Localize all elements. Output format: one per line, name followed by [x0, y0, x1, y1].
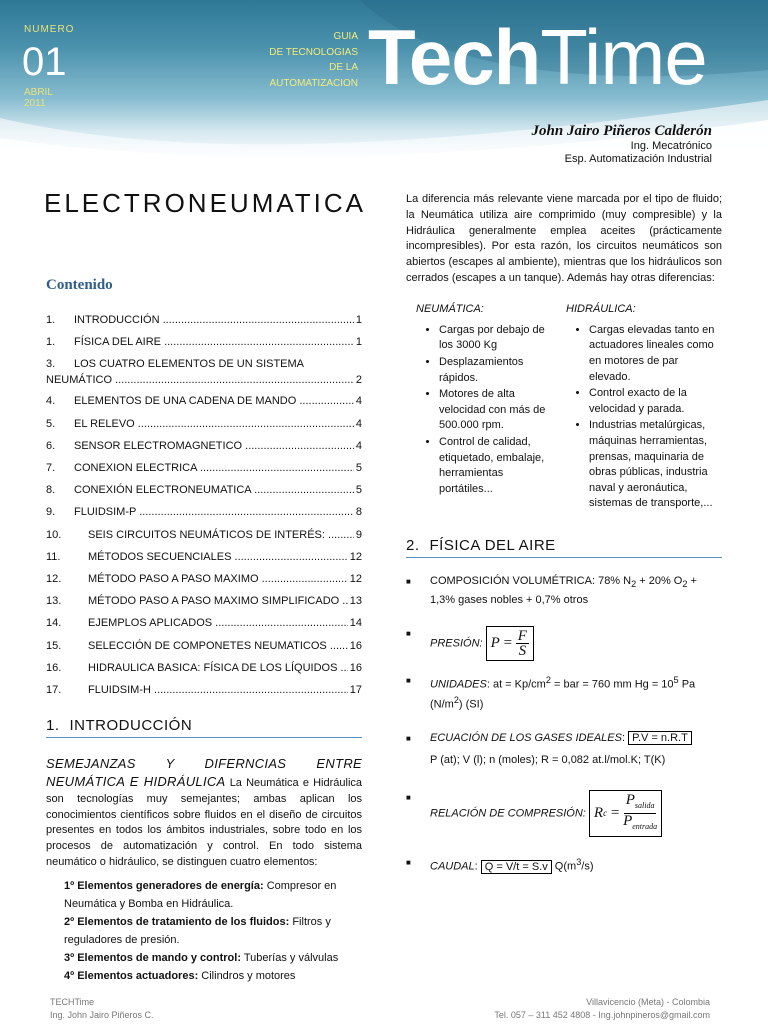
toc-item[interactable] [46, 612, 362, 634]
issue-number: 01 [22, 40, 67, 84]
compression-item [406, 790, 722, 837]
section-number: 1. [46, 717, 60, 735]
toc-number: 16. [46, 661, 62, 674]
subscript: c [603, 808, 608, 819]
toc-text: MÉTODO PASO A PASO MAXIMO ..... [88, 568, 348, 590]
subscript: 2 [631, 579, 637, 590]
element-lead: 3º Elementos de mando y control: [64, 951, 241, 964]
toc-item[interactable] [46, 309, 362, 331]
element-item [64, 877, 362, 913]
toc-item[interactable] [46, 413, 362, 435]
text: + 20% O [636, 574, 683, 587]
toc-item[interactable] [46, 679, 362, 701]
section-title: FÍSICA DEL AIRE [429, 536, 556, 554]
flow-label: CAUDAL [430, 861, 475, 874]
intro-subheading: SEMEJANZAS Y DIFERNCIAS ENTRE NEUMÁTICA E HIDRÁULICA [46, 756, 362, 790]
hidraulica-list [556, 323, 722, 512]
toc-item[interactable] [46, 390, 362, 412]
toc-number: 13. [46, 595, 62, 608]
pressure-formula [486, 626, 534, 661]
toc-item[interactable] [46, 479, 362, 501]
element-item [64, 913, 362, 949]
techtime-logo [368, 14, 707, 100]
symbol: P [625, 792, 635, 809]
compression-formula [589, 790, 662, 837]
toc-text: HIDRAULICA BASICA: FÍSICA DE LOS LÍQUIDOS ..... [88, 657, 348, 679]
formula-fraction [516, 629, 529, 658]
toc-number: 6. [46, 439, 56, 452]
list-item: • Cargas por debajo de los 3000 Kg [439, 323, 556, 354]
toc-page: 4 [355, 395, 362, 408]
gas-law-label: ECUACIÓN DE LOS GASES IDEALES [430, 732, 622, 745]
guide-line: DE LA [329, 62, 358, 73]
list-item: • Control de calidad, etiquetado, embalaje, herramientas portátiles... [439, 435, 556, 497]
guide-subtitle [258, 29, 358, 91]
toc-text: EJEMPLOS APLICADOS ..... [88, 612, 348, 634]
superscript: 3 [576, 857, 582, 868]
formula-symbol: P [490, 634, 500, 651]
toc-text: FLUIDSIM-H ..... [88, 679, 348, 701]
text: Pa (N/m [430, 678, 696, 711]
list-item: • Control exacto de la velocidad y parada. [589, 386, 722, 417]
toc-page: 1 [355, 336, 362, 349]
flow-item: ■ CAUDAL: Q = V/t = S.v $Q(m^3/s)$ [406, 855, 722, 875]
author-title: Ing. Mecatrónico [630, 140, 712, 152]
toc-text: ELEMENTOS DE UNA CADENA DE MANDO ..... [74, 390, 354, 412]
formula-fraction [623, 793, 657, 834]
toc-page: 4 [355, 439, 362, 452]
toc-page: 16 [349, 661, 362, 674]
units-label: UNIDADES [430, 678, 487, 691]
toc-number: 1. [46, 314, 56, 326]
denominator [623, 814, 657, 834]
footer-brand: TECHTime [50, 997, 95, 1007]
logo-time: Time [540, 13, 707, 101]
text: Q(m [551, 861, 577, 874]
gas-law-formula: P.V = n.R.T [628, 731, 692, 745]
intro-text: La Neumática e Hidráulica son tecnologías muy semejantes; ambas aplican los conocimientos científicos sobre fluidos en el diseño de circuitos presentes en todos los ámbitos industriales, sobre todo en los procesos de automatización y control. En todo sistema neumático o hidráulico, se distinguen cuatro elementos: [46, 777, 363, 869]
superscript: 5 [673, 675, 679, 686]
guide-line: GUIA [333, 31, 358, 42]
composition-item [406, 574, 722, 608]
issue-label: NUMERO [24, 24, 75, 35]
toc-page: 16 [349, 639, 362, 652]
comparison-columns [406, 303, 722, 513]
symbol: P [623, 813, 633, 830]
toc-item[interactable] [46, 568, 362, 590]
toc-item[interactable] [46, 331, 362, 353]
toc-page: 2 [355, 374, 362, 387]
text: ) (SI) [458, 698, 484, 711]
hidraulica-column [556, 303, 722, 513]
list-item: • Industrias metalúrgicas, máquinas herramientas, prensas, maquinaria de obras públicas, industria naval y aeronáutica, sistemas de transporte,... [589, 418, 722, 512]
list-item: • Cargas elevadas tanto en actuadores lineales como en motores de par elevado. [589, 323, 722, 385]
text: : at = Kp/cm [486, 678, 546, 691]
element-desc: Tuberías y válvulas [241, 951, 339, 964]
superscript: 2 [453, 695, 459, 706]
section-number: 2. [406, 536, 420, 554]
numerator [624, 793, 657, 814]
element-item [64, 949, 362, 967]
issue-date [24, 87, 53, 109]
neumatica-list [406, 323, 556, 498]
section-heading-introduccion [46, 717, 362, 738]
toc-page: 5 [355, 484, 362, 497]
toc-page: 12 [349, 573, 362, 586]
author-specialty: Esp. Automatización Industrial [564, 153, 712, 165]
left-column [44, 178, 366, 985]
toc-item[interactable] [46, 546, 362, 568]
toc-number: 14. [46, 617, 62, 630]
units-item [406, 673, 722, 713]
toc-number: 1. [46, 336, 56, 349]
toc-text: SEIS CIRCUITOS NEUMÁTICOS DE INTERÉS: ..... [88, 524, 354, 546]
footer-contact [494, 996, 710, 1022]
footer-author: Ing. John Jairo Piñeros C. [50, 1010, 154, 1020]
toc-page: 17 [349, 684, 362, 697]
toc-item[interactable] [46, 657, 362, 679]
formula-equals: = [610, 805, 620, 822]
numerator: F [517, 628, 527, 645]
gas-law-variables: P (at); V (l); n (moles); R = 0,082 at.l/mol.K; T(K) [430, 753, 666, 766]
element-lead: 1º Elementos generadores de energía: [64, 879, 264, 892]
toc-number: 15. [46, 639, 62, 652]
section-title: INTRODUCCIÓN [69, 717, 193, 735]
toc-number: 8. [46, 484, 56, 497]
elements-list [64, 877, 362, 985]
physics-list [406, 574, 722, 876]
toc-text-cont: NEUMÁTICO ..... [46, 372, 354, 388]
toc-text: FLUIDSIM-P ..... [74, 501, 354, 523]
toc-item[interactable] [46, 501, 362, 523]
element-item [64, 967, 362, 985]
section-heading-fisica [406, 537, 722, 558]
guide-line: AUTOMATIZACION [269, 77, 358, 89]
author-name: John Jairo Piñeros Calderón [531, 123, 712, 139]
neumatica-heading: NEUMÁTICA: [416, 302, 484, 315]
contents-heading: Contenido [46, 277, 113, 293]
issue-month: ABRIL [24, 87, 53, 98]
page-title: ELECTRONEUMATICA [44, 188, 366, 218]
toc-page: 14 [349, 617, 362, 630]
subscript: 2 [682, 579, 688, 590]
toc-text: INTRODUCCIÓN ..... [74, 309, 354, 331]
toc-number: 12. [46, 573, 62, 586]
toc-page: 13 [349, 595, 362, 608]
logo-tech: Tech [368, 13, 541, 101]
issue-year: 2011 [24, 98, 46, 109]
toc-text: SENSOR ELECTROMAGNETICO ..... [74, 435, 354, 457]
toc-page: 1 [355, 314, 362, 326]
element-desc: Cilindros y motores [198, 969, 296, 982]
toc-page: 9 [355, 528, 362, 541]
differences-paragraph: La diferencia más relevante viene marcada por el tipo de fluido; la Neumática utiliza aire comprimido (muy compresible) y la Hidráulica generalmente emplea aceites (prácticamente incompresibles). Por esta razón, los circuitos neumáticos son abiertos (escapes al ambiente), mientras que los hidráulicos son cerrados (escapes a un tanque). Además hay otras diferencias: [406, 193, 722, 284]
right-column [406, 178, 722, 876]
guide-line: DE TECNOLOGIAS [269, 46, 358, 58]
toc-number: 5. [46, 417, 56, 430]
list-item: • Motores de alta velocidad con más de 500.000 rpm. [439, 387, 556, 434]
pressure-item [406, 626, 722, 661]
toc-number: 17. [46, 684, 62, 697]
intro-paragraph [46, 756, 362, 871]
pressure-label: PRESIÓN: [430, 637, 483, 650]
toc-text: FÍSICA DEL AIRE ..... [74, 331, 354, 353]
denominator: S [518, 643, 527, 660]
formula-symbol: R [593, 805, 604, 822]
text: = bar = 760 mm Hg = 10 [550, 678, 674, 691]
toc-page: 4 [355, 417, 362, 430]
element-desc: Compresor en Neumática y Bomba en Hidráulica. [64, 879, 337, 910]
table-of-contents [46, 309, 362, 701]
toc-number: 9. [46, 506, 56, 519]
toc-number: 7. [46, 462, 56, 475]
element-lead: 2º Elementos de tratamiento de los fluidos: [64, 915, 290, 928]
text: COMPOSICIÓN VOLUMÉTRICA: 78% N [430, 574, 632, 587]
toc-item[interactable] [46, 457, 362, 479]
toc-number: 10. [46, 528, 62, 541]
toc-text: CONEXIÓN ELECTRONEUMATICA ..... [74, 479, 354, 501]
toc-number: 3. [46, 358, 56, 371]
toc-item[interactable] [46, 590, 362, 612]
subscript: salida [634, 801, 655, 811]
toc-item[interactable] [46, 524, 362, 546]
formula-equals: = [503, 634, 513, 651]
toc-text: CONEXION ELECTRICA ..... [74, 457, 354, 479]
toc-number: 11. [46, 550, 61, 563]
footer-location: Villavicencio (Meta) - Colombia [586, 997, 710, 1007]
toc-text: LOS CUATRO ELEMENTOS DE UN SISTEMA [74, 358, 305, 371]
toc-item[interactable] [46, 353, 362, 390]
toc-page: 5 [355, 462, 362, 475]
gas-law-item: ■ ECUACIÓN DE LOS GASES IDEALES: P.V = n.R.T P (at); V (l); n (moles); R = 0,082 at.l/mol.K; T(K) [406, 731, 722, 768]
toc-text: MÉTODO PASO A PASO MAXIMO SIMPLIFICADO ..... [88, 590, 348, 612]
superscript: 2 [545, 675, 551, 686]
toc-item[interactable] [46, 635, 362, 657]
text: + 1,3% gases nobles + 0,7% otros [430, 574, 697, 606]
compression-label: RELACIÓN DE COMPRESIÓN: [430, 807, 586, 820]
toc-page: 8 [355, 506, 362, 519]
element-lead: 4º Elementos actuadores: [64, 969, 199, 982]
flow-formula: Q = V/t = S.v [481, 860, 552, 874]
neumatica-column [406, 303, 556, 513]
toc-text: EL RELEVO ..... [74, 413, 354, 435]
element-desc: Filtros y reguladores de presión. [64, 915, 331, 946]
hidraulica-heading: HIDRÁULICA: [566, 302, 636, 315]
toc-text: MÉTODOS SECUENCIALES ..... [88, 546, 348, 568]
text: /s) [581, 861, 594, 874]
toc-text: SELECCIÓN DE COMPONETES NEUMATICOS ..... [88, 635, 348, 657]
toc-number: 4. [46, 395, 56, 408]
author-block [532, 123, 712, 166]
toc-item[interactable] [46, 435, 362, 457]
subscript: entrada [632, 822, 658, 832]
toc-page: 12 [349, 550, 362, 563]
list-item: • Desplazamientos rápidos. [439, 355, 556, 386]
page-footer [50, 996, 710, 1022]
footer-phone-email: Tel. 057 – 311 452 4808 - Ing.johnpineros@gmail.com [494, 1010, 710, 1020]
